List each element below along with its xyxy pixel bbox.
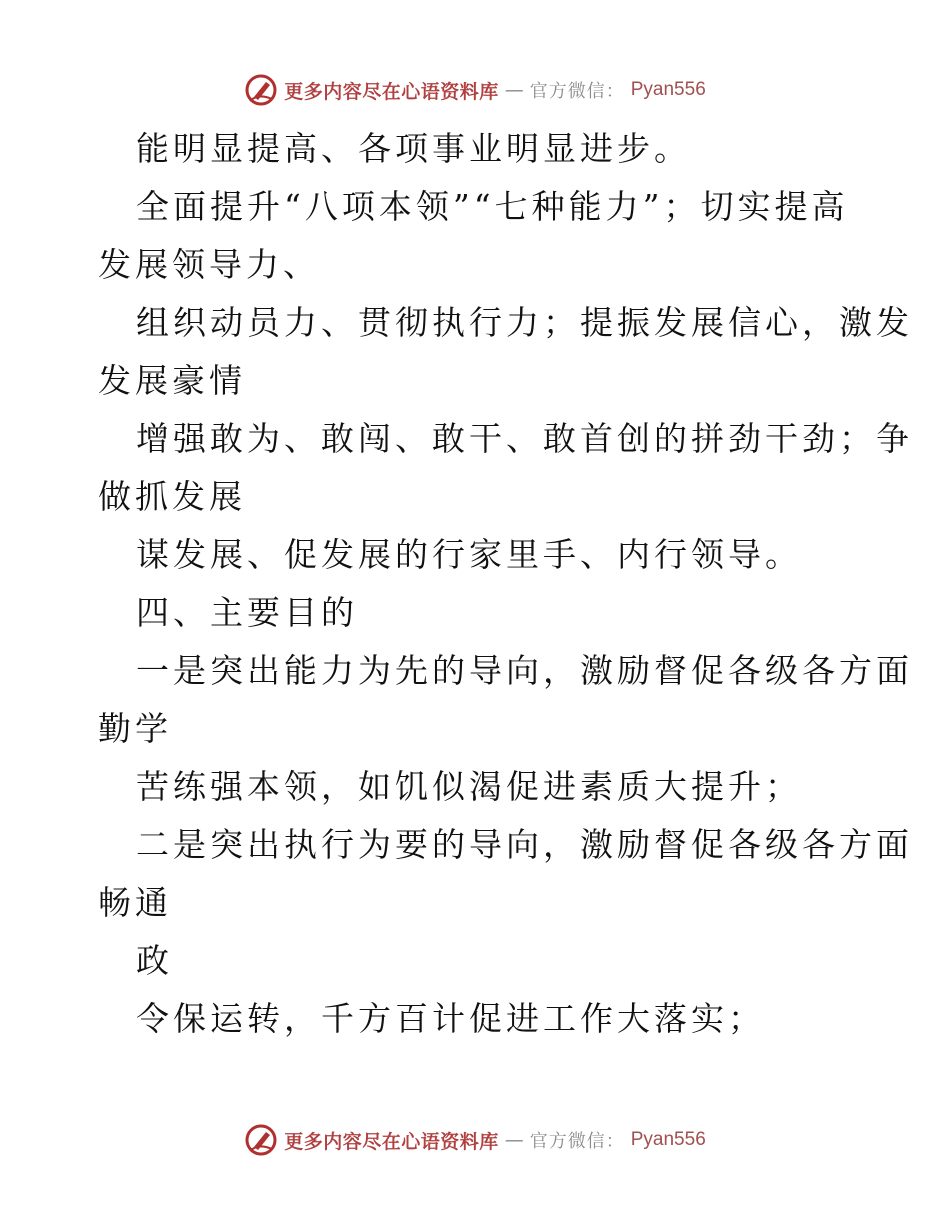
text-line: 做抓发展 xyxy=(98,477,246,516)
watermark-separator: — xyxy=(504,1129,524,1151)
pen-logo-icon xyxy=(244,73,278,107)
header-watermark xyxy=(0,70,950,110)
document-body xyxy=(98,120,913,1048)
text-line: 组织动员力、贯彻执行力；提振发展信心，激发 xyxy=(136,303,913,342)
text-line: 苦练强本领，如饥似渴促进素质大提升； xyxy=(136,767,802,806)
watermark-separator: — xyxy=(504,79,524,101)
watermark-main-text: 更多内容尽在心语资料库 xyxy=(284,1130,499,1153)
watermark-wechat-id: Pyan556 xyxy=(630,79,706,100)
text-line: 发展豪情 xyxy=(98,361,246,400)
text-line: 全面提升“八项本领”“七种能力”；切实提高 xyxy=(136,187,849,226)
text-line: 能明显提高、各项事业明显进步。 xyxy=(136,129,691,168)
text-line: 四、主要目的 xyxy=(136,593,358,632)
text-line: 畅通 xyxy=(98,883,172,922)
watermark-wechat-label: 官方微信： xyxy=(529,81,625,102)
text-line: 一是突出能力为先的导向，激励督促各级各方面 xyxy=(136,651,913,690)
text-line: 令保运转，千方百计促进工作大落实； xyxy=(136,999,765,1038)
text-line: 发展领导力、 xyxy=(98,245,320,284)
text-line: 勤学 xyxy=(98,709,172,748)
pen-logo-icon xyxy=(244,1123,278,1157)
watermark-main-text: 更多内容尽在心语资料库 xyxy=(284,80,499,103)
text-line: 二是突出执行为要的导向，激励督促各级各方面 xyxy=(136,825,913,864)
watermark-wechat-label: 官方微信： xyxy=(529,1131,625,1152)
text-line: 谋发展、促发展的行家里手、内行领导。 xyxy=(136,535,802,574)
text-line: 政 xyxy=(136,941,173,980)
watermark-wechat-id: Pyan556 xyxy=(630,1129,706,1150)
footer-watermark xyxy=(0,1120,950,1160)
text-line: 增强敢为、敢闯、敢干、敢首创的拼劲干劲；争 xyxy=(136,419,913,458)
